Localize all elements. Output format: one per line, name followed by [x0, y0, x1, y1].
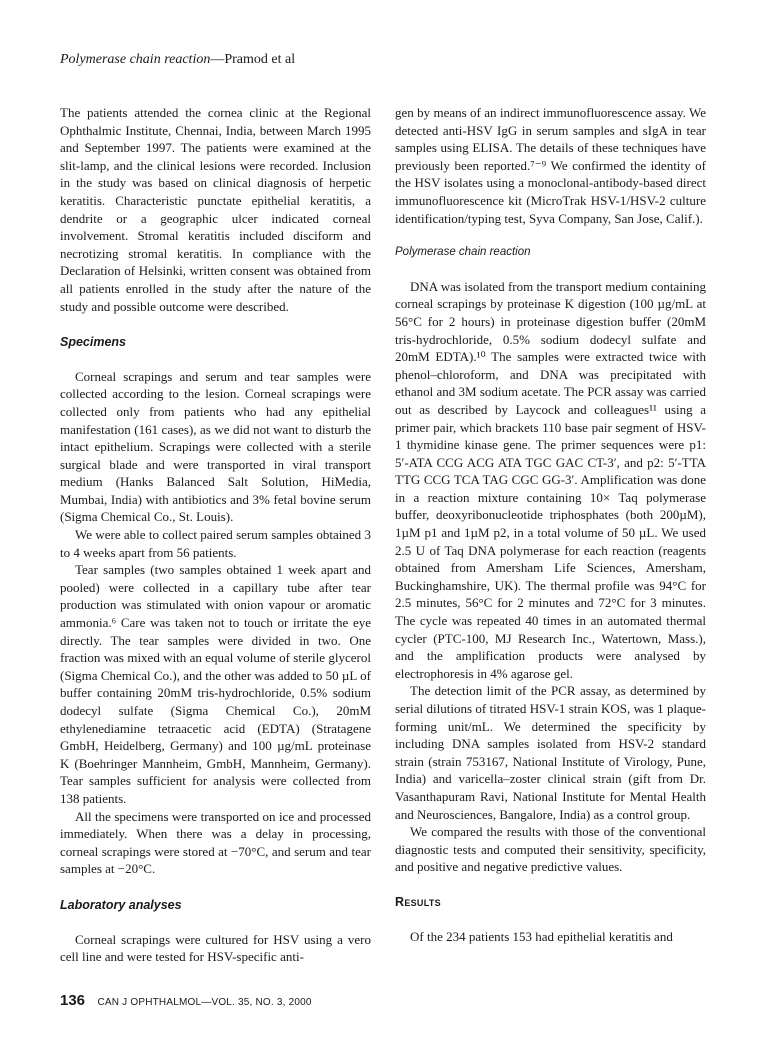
page-footer: [60, 992, 312, 1010]
body-paragraph: We compared the results with those of the conventional diagnostic tests and computed their sensitivity, specificity, and positive and negative predictive values.: [395, 824, 706, 875]
body-paragraph: The detection limit of the PCR assay, as determined by serial dilutions of titrated HSV-1 strain KOS, was 1 plaque-forming unit/mL. We determined the specificity by including DNA samples isolated from HSV-2 standard strain (strain 753167, National Institute of Virology, Pune, India) and varicella–zoster clinical strain (gift from Dr. Vasanthapuram Ravi, National Institute for Mental Health and Neurosciences, Bangalore, India) as a control group.: [395, 683, 706, 822]
body-paragraph: All the specimens were transported on ice and processed immediately. When there was a delay in processing, corneal scrapings were stored at −70°C, and serum and tear samples at −20°C.: [60, 808, 371, 877]
body-paragraph: DNA was isolated from the transport medium containing corneal scrapings by proteinase K digestion (100 µg/mL at 56°C for 2 hours) in proteinase digestion buffer (20mM tris-hydrochloride, 0.5% sodium dodecyl sulfate and 20mM EDTA).¹⁰ The samples were extracted twice with phenol–chloroform, and DNA was precipitated with ethanol and 3M sodium acetate. The PCR assay was carried out as described by Laycock and colleagues¹¹ using a primer pair, which brackets 110 base pair segment of HSV-1 thymidine kinase gene. The primer sequences were p1: 5′-ATA CCG ACG ATA TGC GAC CT-3′, and p2: 5′-TTA TTG CCG TCA TAG CGC GG-3′. Amplification was done in a reaction mixture containing 10× Taq polymerase buffer, deoxyribonucleotide triphosphates (both 200µM), 1µM p1 and 1µM p2, in a total volume of 50 µL. We used 2.5 U of Taq DNA polymerase for each reaction (reagents obtained from Amersham Life Sciences, Amersham, Buckinghamshire, UK). The thermal profile was 94°C for 2.5 minutes, 56°C for 2 minutes and 72°C for 3 minutes. The cycle was repeated 40 times in an automated thermal cycler (PTC-100, MJ Research Inc., Watertown, Mass.), and the amplification products were analysed by electrophoresis in 4% agarose gel.: [395, 278, 706, 681]
subsection-heading-pcr: Polymerase chain reaction: [395, 246, 531, 259]
section-heading-results: Results: [395, 894, 441, 909]
body-paragraph: Corneal scrapings were cultured for HSV using a vero cell line and were tested for HSV-specific anti-: [60, 931, 371, 965]
body-paragraph: We were able to collect paired serum samples obtained 3 to 4 weeks apart from 56 patients.: [60, 527, 371, 560]
page-number: 136: [60, 992, 86, 1009]
body-paragraph: Of the 234 patients 153 had epithelial keratitis and: [410, 928, 673, 944]
left-column: [60, 104, 371, 966]
body-paragraph: Corneal scrapings and serum and tear samples were collected according to the lesion. Corneal scrapings were collected only from patients who had any epithelial manifestation (161 cases), as we did not want to disturb the intact epithelium. Scrapings were collected with a sterile surgical blade and were transported in viral transport medium (Hanks Balanced Salt Solution, HiMedia, Mumbai, India) with antibiotics and 3% fetal bovine serum (Sigma Chemical Co., St. Louis).: [60, 368, 371, 525]
body-paragraph: The patients attended the cornea clinic at the Regional Ophthalmic Institute, Chennai, India, between March 1995 and September 1997. The patients were examined at the slit-lamp, and the clinical lesions were recorded. Inclusion in the study was based on clinical diagnosis of herpetic keratitis. Characteristic punctate epithelial keratitis, a dendrite or a geographic ulcer indicated corneal involvement. Stromal keratitis included disciform and necrotizing stromal keratitis. In compliance with the Declaration of Helsinki, written consent was obtained from all patients enrolled in the study after the nature of the study and possible outcome were described.: [60, 105, 371, 314]
section-heading-specimens: Specimens: [60, 335, 127, 350]
journal-reference: CAN J OPHTHALMOL—VOL. 35, NO. 3, 2000: [97, 997, 312, 1008]
running-head: [60, 52, 295, 68]
running-head-title: Polymerase chain reaction: [60, 52, 211, 67]
running-head-authors: —Pramod et al: [210, 52, 296, 67]
body-paragraph: Tear samples (two samples obtained 1 week apart and pooled) were collected in a capillary tube after tear production was stimulated with onion vapour or aromatic ammonia.⁶ Care was taken not to touch or irritate the eye directly. The tear samples were divided in two. One fraction was mixed with an equal volume of sterile glycerol (Sigma Chemical Co.), and the other was added to 50 µL of buffer containing 20mM tris-hydrochloride, 0.5% sodium dodecyl sulfate (Sigma Chemical Co.), 20mM ethylenediamine tetraacetic acid (EDTA) (Stratagene GmbH, Heidelberg, Germany) and 100 µg/mL proteinase K (Boehringer Mannheim, GmbH, Mannheim, Germany). Tear samples sufficient for analysis were collected from 138 patients.: [60, 562, 371, 806]
body-paragraph: gen by means of an indirect immunofluorescence assay. We detected anti-HSV IgG in serum samples and sIgA in tear samples using ELISA. The details of these techniques have previously been reported.⁷⁻⁹ We confirmed the identity of the HSV isolates using a monoclonal-antibody-based direct immunofluorescence kit (MicroTrak HSV-1/HSV-2 culture identification/typing test, Syva Company, San Jose, Calif.).: [395, 105, 706, 226]
section-heading-laboratory-analyses: Laboratory analyses: [60, 897, 182, 912]
right-column: [395, 104, 706, 945]
